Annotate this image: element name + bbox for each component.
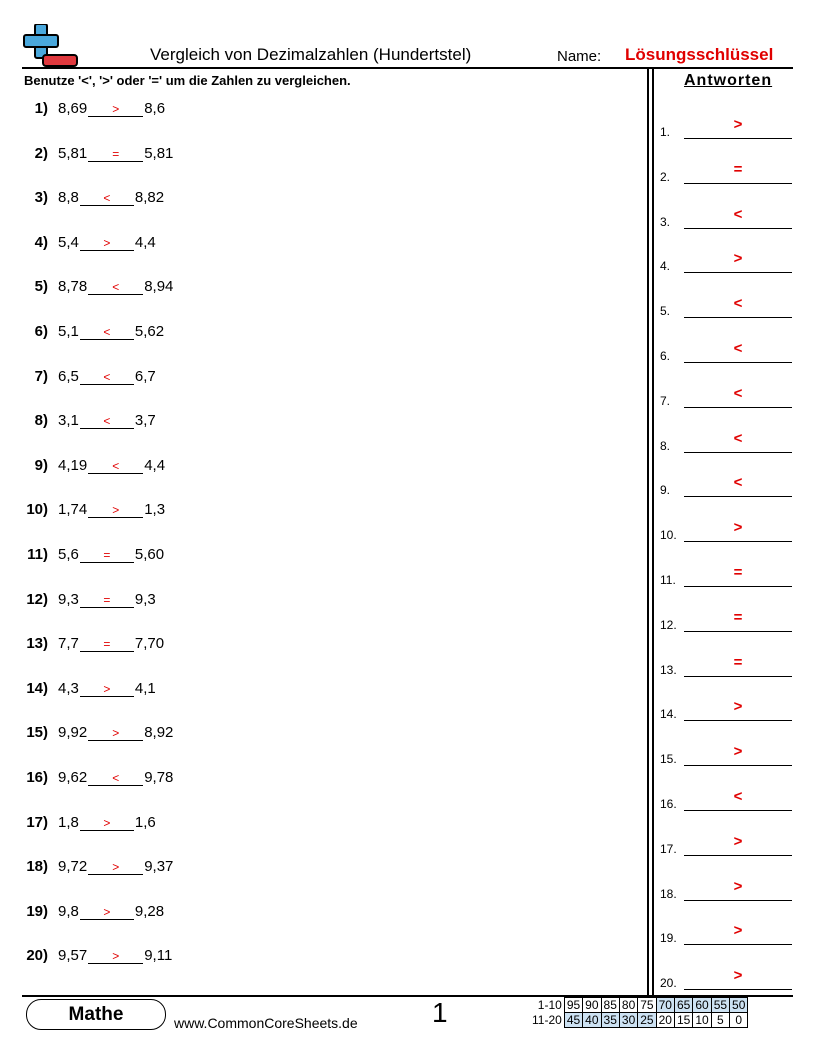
left-value: 9,57 <box>58 947 88 965</box>
answer-value[interactable]: < <box>684 342 792 363</box>
answer-value[interactable]: > <box>684 521 792 542</box>
problem-row <box>24 457 165 479</box>
answer-row <box>660 519 792 543</box>
instructions: Benutze '<', '>' oder '=' um die Zahlen zu vergleichen. <box>24 73 351 88</box>
score-cell: 90 <box>583 998 601 1013</box>
problem-number: 8) <box>34 412 48 430</box>
left-value: 4,3 <box>58 679 79 697</box>
answer-blank[interactable]: > <box>88 726 143 741</box>
problem-row <box>24 145 173 167</box>
answer-row <box>660 743 792 767</box>
score-table <box>530 997 748 1028</box>
right-value: 8,94 <box>144 278 174 296</box>
right-value: 8,82 <box>134 189 165 207</box>
answer-blank[interactable]: < <box>80 370 134 385</box>
right-value: 7,70 <box>134 635 165 653</box>
answer-blank[interactable]: < <box>80 191 134 206</box>
problem-number: 15) <box>26 724 48 742</box>
answer-number: 16. <box>660 797 677 811</box>
problem-row <box>24 501 165 523</box>
score-cell: 35 <box>601 1013 619 1028</box>
score-cell: 85 <box>601 998 619 1013</box>
answer-number: 18. <box>660 886 677 901</box>
answer-number: 20. <box>660 976 677 991</box>
problem-row <box>24 903 164 925</box>
problem-number: 4) <box>34 233 48 251</box>
right-value: 5,62 <box>134 323 165 340</box>
right-value: 4,4 <box>134 233 156 251</box>
answer-row <box>660 429 792 453</box>
score-cell: 50 <box>730 998 748 1013</box>
left-value: 1,8 <box>58 813 79 831</box>
left-value: 8,78 <box>58 278 88 296</box>
problem-row <box>24 947 172 969</box>
answer-value[interactable]: > <box>684 924 792 945</box>
problem-number: 3) <box>34 189 48 207</box>
problem-number: 10) <box>26 501 48 519</box>
score-cell: 20 <box>656 1013 674 1028</box>
problem-number: 12) <box>26 590 48 608</box>
answer-number: 13. <box>660 662 677 677</box>
left-value: 9,62 <box>58 769 88 786</box>
answer-blank[interactable]: < <box>88 280 143 295</box>
answer-value[interactable]: < <box>684 476 792 497</box>
plus-minus-logo-icon <box>23 24 79 68</box>
problem-number: 16) <box>26 769 48 786</box>
score-row <box>530 1013 748 1028</box>
problem-row <box>24 278 173 300</box>
right-value: 4,4 <box>144 456 166 474</box>
left-value: 5,81 <box>58 144 88 162</box>
left-value: 9,8 <box>58 902 79 920</box>
problem-number: 13) <box>26 635 48 653</box>
right-value: 9,37 <box>144 858 174 876</box>
score-cell: 10 <box>693 1013 711 1028</box>
name-label: Name: <box>557 48 602 65</box>
answer-value[interactable]: < <box>684 297 792 318</box>
right-value: 3,7 <box>134 412 156 430</box>
right-value: 4,1 <box>134 679 156 697</box>
problem-row <box>24 680 156 702</box>
answer-row <box>660 340 792 363</box>
left-value: 9,92 <box>58 724 88 742</box>
answer-blank[interactable]: > <box>80 905 134 920</box>
answer-number: 3. <box>660 214 671 229</box>
left-value: 5,6 <box>58 546 79 563</box>
score-cell: 0 <box>730 1013 748 1028</box>
answer-blank[interactable]: > <box>88 860 143 875</box>
column-divider-right <box>652 69 654 995</box>
left-value: 8,8 <box>58 189 79 207</box>
left-value: 5,4 <box>58 233 79 251</box>
right-value: 5,81 <box>144 144 174 162</box>
answer-value[interactable]: = <box>684 611 792 632</box>
problem-row <box>24 814 156 836</box>
problem-number: 11) <box>27 546 48 563</box>
problem-row <box>24 769 173 791</box>
score-cell: 40 <box>583 1013 601 1028</box>
right-value: 9,28 <box>134 902 165 920</box>
answer-number: 5. <box>660 304 671 319</box>
answer-blank[interactable]: = <box>88 147 143 162</box>
answer-blank[interactable]: < <box>88 771 143 786</box>
problem-number: 1) <box>34 100 48 117</box>
answer-row <box>660 967 792 991</box>
right-value: 5,60 <box>134 546 165 563</box>
header-divider <box>22 67 793 69</box>
problem-row <box>24 546 164 568</box>
problem-number: 18) <box>26 858 48 876</box>
answer-number: 14. <box>660 707 677 722</box>
score-cell: 55 <box>711 998 729 1013</box>
left-value: 1,74 <box>58 501 88 519</box>
answer-number: 4. <box>660 259 671 274</box>
left-value: 3,1 <box>58 412 79 430</box>
problem-row <box>24 368 156 390</box>
answer-number: 15. <box>660 752 677 767</box>
answer-blank[interactable]: < <box>88 459 143 474</box>
answer-value[interactable]: > <box>684 118 792 139</box>
score-cell: 70 <box>656 998 674 1013</box>
answer-value[interactable]: > <box>684 835 792 856</box>
left-value: 9,3 <box>58 590 79 608</box>
answer-number: 9. <box>660 483 671 498</box>
answer-row <box>660 698 792 722</box>
answer-row <box>660 295 792 319</box>
left-value: 6,5 <box>58 367 79 385</box>
answer-row <box>660 877 792 901</box>
answer-blank[interactable]: > <box>88 949 143 964</box>
answer-row <box>660 250 792 274</box>
right-value: 6,7 <box>134 367 156 385</box>
score-cell: 80 <box>619 998 637 1013</box>
answer-blank[interactable]: > <box>88 503 143 518</box>
answer-blank[interactable]: < <box>80 325 134 340</box>
left-value: 4,19 <box>58 456 88 474</box>
answer-row <box>660 832 792 856</box>
answer-number: 10. <box>660 528 677 543</box>
answer-value[interactable]: < <box>684 432 792 453</box>
answer-number: 8. <box>660 438 671 453</box>
answer-blank[interactable]: > <box>88 102 143 117</box>
answer-row <box>660 922 792 946</box>
problem-row <box>24 323 164 345</box>
answer-value[interactable]: = <box>684 163 792 184</box>
right-value: 9,3 <box>134 590 156 608</box>
problem-row <box>24 100 165 122</box>
score-cell: 60 <box>693 998 711 1013</box>
score-cell: 5 <box>711 1013 729 1028</box>
answer-row <box>660 384 792 408</box>
problem-row <box>24 724 173 746</box>
score-cell: 30 <box>619 1013 637 1028</box>
answer-value[interactable]: = <box>684 566 792 587</box>
answer-value[interactable]: < <box>684 208 792 229</box>
problem-row <box>24 635 164 657</box>
answer-blank[interactable]: < <box>80 414 134 429</box>
problem-number: 9) <box>34 456 48 474</box>
score-row <box>530 998 748 1013</box>
score-cell: 45 <box>564 1013 582 1028</box>
right-value: 9,78 <box>144 769 174 786</box>
answer-row <box>660 116 792 139</box>
answer-blank[interactable]: > <box>80 682 134 697</box>
answer-number: 12. <box>660 617 677 632</box>
score-range-label: 1-10 <box>537 998 562 1012</box>
answer-row <box>660 653 792 677</box>
problem-row <box>24 189 164 211</box>
answer-blank[interactable]: = <box>80 593 134 608</box>
problem-number: 14) <box>26 679 48 697</box>
answer-value[interactable]: > <box>684 880 792 901</box>
site-url: www.CommonCoreSheets.de <box>174 1015 358 1031</box>
answer-value[interactable]: > <box>684 745 792 766</box>
right-value: 8,92 <box>144 724 174 742</box>
answer-blank[interactable]: > <box>80 816 134 831</box>
answer-row <box>660 160 792 184</box>
problem-row <box>24 858 173 880</box>
answer-number: 17. <box>660 841 677 856</box>
left-value: 5,1 <box>58 323 79 340</box>
answer-value[interactable]: < <box>684 790 792 811</box>
score-cell: 25 <box>638 1013 656 1028</box>
answer-row <box>660 564 792 587</box>
score-range-label: 11-20 <box>532 1013 562 1027</box>
problem-row <box>24 234 156 256</box>
answer-number: 11. <box>660 573 676 587</box>
answer-row <box>660 608 792 632</box>
column-divider-left <box>647 69 649 995</box>
answer-value[interactable]: = <box>684 656 792 677</box>
answer-row <box>660 205 792 229</box>
problem-number: 2) <box>34 144 48 162</box>
score-cell: 75 <box>638 998 656 1013</box>
answer-key-label: Lösungsschlüssel <box>625 45 774 64</box>
score-cell: 15 <box>674 1013 692 1028</box>
answer-number: 1. <box>660 125 671 139</box>
answers-header: Antworten <box>684 72 773 89</box>
left-value: 8,69 <box>58 100 88 117</box>
problem-number: 19) <box>26 902 48 920</box>
left-value: 7,7 <box>58 635 79 653</box>
answer-blank[interactable]: > <box>80 236 134 251</box>
right-value: 1,3 <box>144 501 166 519</box>
answer-number: 2. <box>660 169 671 184</box>
problem-row <box>24 412 156 434</box>
problem-row <box>24 591 156 613</box>
answer-value[interactable]: < <box>684 387 792 408</box>
right-value: 9,11 <box>144 947 173 965</box>
answer-row <box>660 788 792 811</box>
answer-number: 19. <box>660 931 677 946</box>
problem-number: 6) <box>34 323 48 340</box>
answer-number: 7. <box>660 393 671 408</box>
answer-number: 6. <box>660 349 671 363</box>
problem-number: 20) <box>26 947 48 965</box>
problem-number: 17) <box>26 813 48 831</box>
score-cell: 95 <box>564 998 582 1013</box>
left-value: 9,72 <box>58 858 88 876</box>
brand-badge: Mathe <box>26 999 166 1030</box>
right-value: 8,6 <box>144 100 166 117</box>
page-number: 1 <box>432 997 448 1028</box>
problem-number: 5) <box>34 278 48 296</box>
answer-row <box>660 474 792 498</box>
answer-blank[interactable]: = <box>80 548 134 563</box>
answer-value[interactable]: > <box>684 969 792 990</box>
answer-value[interactable]: > <box>684 700 792 721</box>
right-value: 1,6 <box>134 813 156 831</box>
problem-number: 7) <box>34 367 48 385</box>
worksheet-title: Vergleich von Dezimalzahlen (Hundertstel) <box>150 45 472 64</box>
answer-value[interactable]: > <box>684 252 792 273</box>
answer-blank[interactable]: = <box>80 637 134 652</box>
score-cell: 65 <box>674 998 692 1013</box>
